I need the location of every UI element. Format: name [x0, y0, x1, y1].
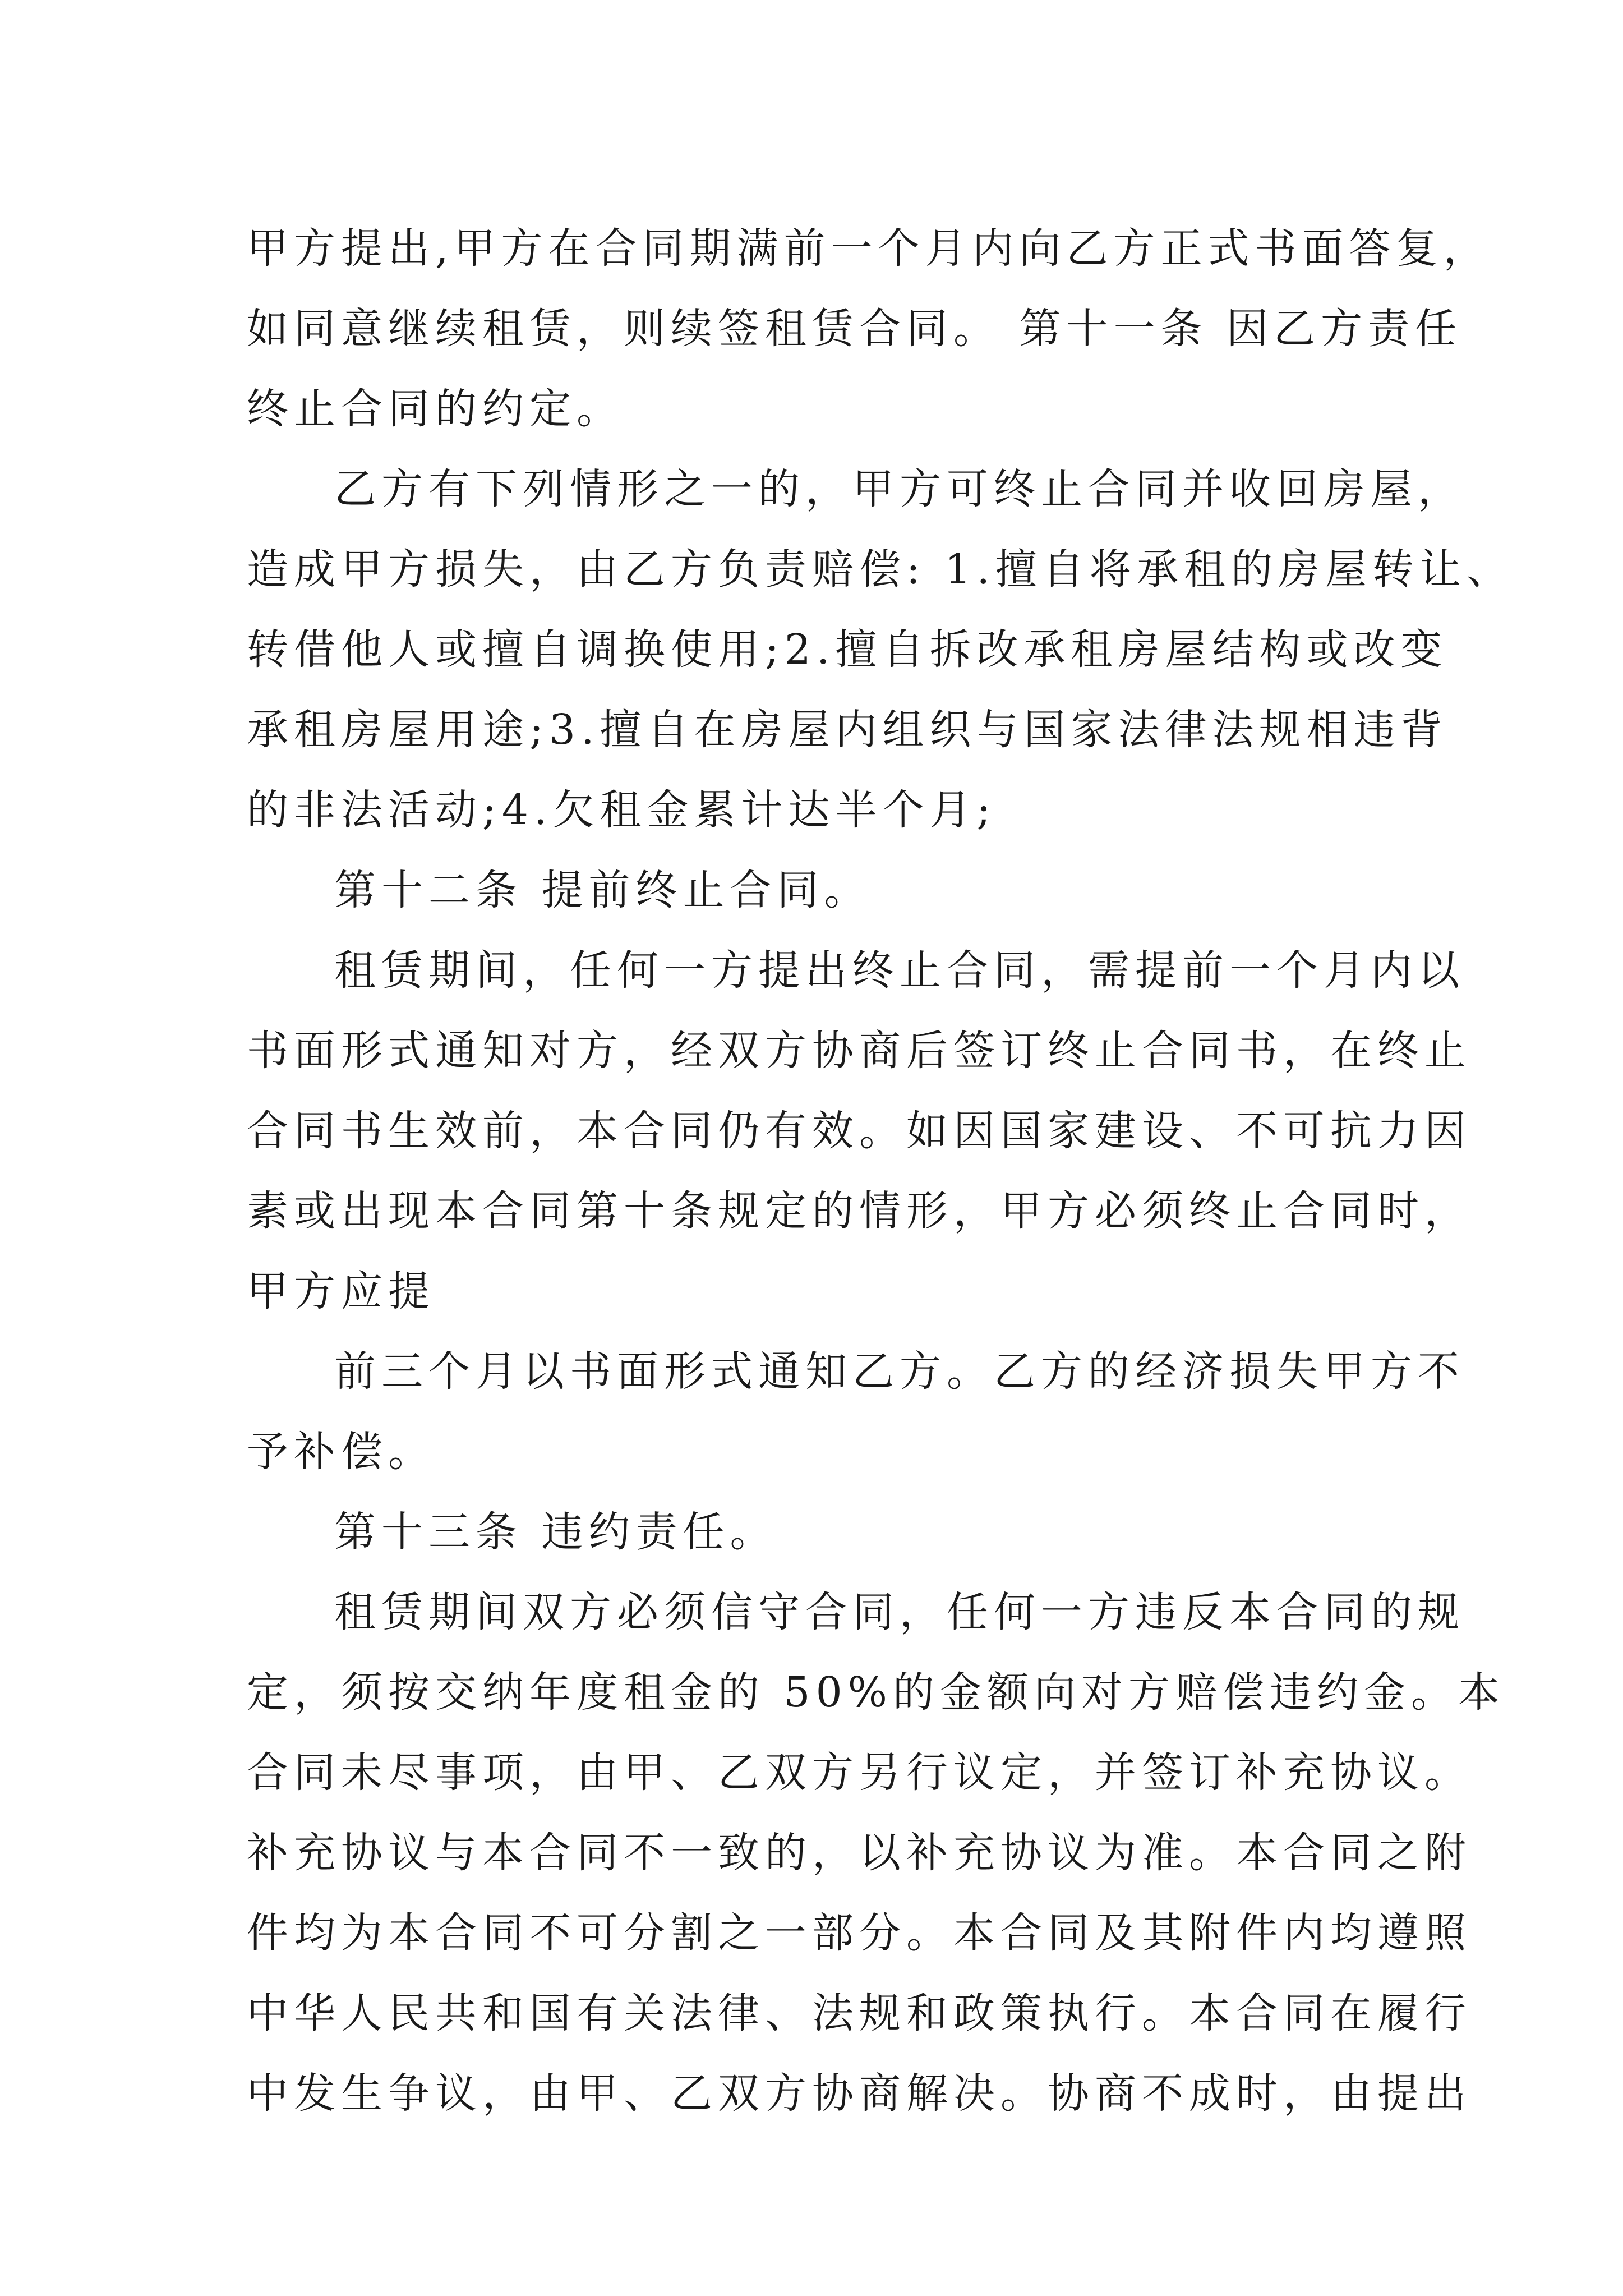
- text-line: 终止合同的约定。: [247, 385, 624, 433]
- text-line: 甲方提出,甲方在合同期满前一个月内向乙方正式书面答复，: [247, 224, 1491, 273]
- text-line: 乙方有下列情形之一的，甲方可终止合同并收回房屋，: [334, 465, 1465, 513]
- text-line: 如同意继续租赁，则续签租赁合同。 第十一条 因乙方责任: [247, 305, 1463, 353]
- text-line: 予补偿。: [247, 1428, 435, 1476]
- text-line: 补充协议与本合同不一致的，以补充协议为准。本合同之附: [247, 1829, 1472, 1877]
- text-line: 转借他人或擅自调换使用;2.擅自拆改承租房屋结构或改变: [247, 625, 1448, 674]
- text-line: 甲方应提: [247, 1267, 435, 1315]
- text-line: 书面形式通知对方，经双方协商后签订终止合同书，在终止: [247, 1027, 1472, 1075]
- text-line: 中发生争议，由甲、乙双方协商解决。协商不成时，由提出: [247, 2069, 1472, 2118]
- text-line: 租赁期间双方必须信守合同，任何一方违反本合同的规: [334, 1588, 1465, 1636]
- text-line: 合同未尽事项，由甲、乙双方另行议定，并签订补充协议。: [247, 1749, 1472, 1797]
- section-heading: 第十二条 提前终止合同。: [334, 866, 872, 914]
- text-line: 的非法活动;4.欠租金累计达半个月;: [247, 786, 997, 834]
- document-body: [247, 209, 1514, 2134]
- text-line: 前三个月以书面形式通知乙方。乙方的经济损失甲方不: [334, 1347, 1465, 1396]
- text-line: 定，须按交纳年度租金的 50%的金额向对方赔偿违约金。本: [247, 1668, 1505, 1717]
- text-line: 件均为本合同不可分割之一部分。本合同及其附件内均遵照: [247, 1909, 1472, 1957]
- text-line: 素或出现本合同第十条规定的情形，甲方必须终止合同时，: [247, 1187, 1472, 1235]
- text-line: 合同书生效前，本合同仍有效。如因国家建设、不可抗力因: [247, 1107, 1472, 1155]
- section-heading: 第十三条 违约责任。: [334, 1508, 777, 1556]
- text-line: 承租房屋用途;3.擅自在房屋内组织与国家法律法规相违背: [247, 706, 1448, 754]
- text-line: 造成甲方损失，由乙方负责赔偿: 1.擅自将承租的房屋转让、: [247, 545, 1514, 593]
- text-line: 租赁期间，任何一方提出终止合同，需提前一个月内以: [334, 946, 1465, 995]
- text-line: 中华人民共和国有关法律、法规和政策执行。本合同在履行: [247, 1989, 1472, 2037]
